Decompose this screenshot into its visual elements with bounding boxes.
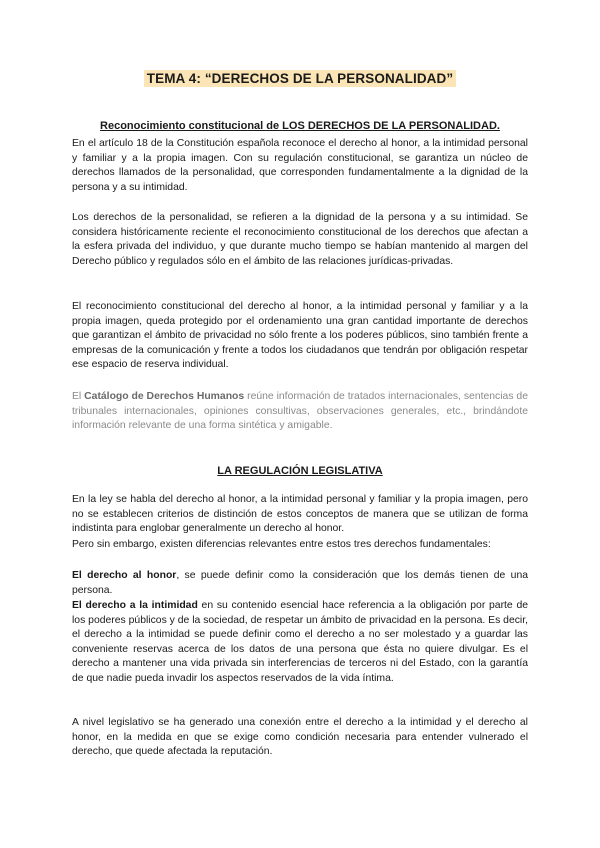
honor-label: El derecho al honor <box>72 570 177 581</box>
paragraph-honor <box>72 569 528 598</box>
paragraph-1: En el artículo 18 de la Constitución española reconoce el derecho al honor, a la intimidad personal y familiar y a la propia imagen. Con su regulación constitucional, se garantiza un núcleo de derechos llamados de la personalidad, que corresponden fundamentalmente a la dignidad de la persona y a su intimidad. <box>72 138 528 193</box>
title-wrap <box>0 70 600 88</box>
honor-text: , se puede definir como la consideración que los demás tienen de una persona. <box>72 570 528 596</box>
section-subtitle <box>0 120 600 132</box>
paragraph-2: Los derechos de la personalidad, se refieren a la dignidad de la persona y a su intimidad. Se considera históricamente reciente el reconocimiento constitucional de los derechos que afectan a la esfera privada del individuo, y que durante mucho tiempo se habían mantenido al margen del Derecho público y regulados sólo en el ámbito de las relaciones jurídicas-privadas. <box>72 212 528 267</box>
intimidad-label: El derecho a la intimidad <box>72 600 198 611</box>
page-title: TEMA 4: “DERECHOS DE LA PERSONALIDAD” <box>144 70 456 87</box>
paragraph-final: A nivel legislativo se ha generado una conexión entre el derecho a la intimidad y el derecho al honor, en la medida en que se exige como condición necesaria para entender vulnerado el derecho, que quede afectada la reputación. <box>72 717 528 758</box>
subtitle-prefix: Reconocimiento constitucional de <box>100 120 283 132</box>
subtitle-emphasis: LOS DERECHOS DE LA PERSONALIDAD. <box>282 120 500 132</box>
paragraph-3: El reconocimiento constitucional del derecho al honor, a la intimidad personal y familiar y a la propia imagen, queda protegido por el ordenamiento una gran cantidad importante de derechos que garantizan el ámbito de privacidad no sólo frente a los poderes públicos, sino también frente a empresas de la comunicación y frente a todos los ciudadanos que tendrán por obligación respetar ese espacio de reserva individual. <box>72 301 528 371</box>
promo-rest: reúne información de tratados internacionales, sentencias de tribunales internacionales, opiniones consultivas, observaciones generales, etc., brindándote información relevante de una forma sintética y amigable. <box>72 391 528 432</box>
paragraph-regulacion-1b: Pero sin embargo, existen diferencias relevantes entre estos tres derechos fundamentales: <box>72 539 491 550</box>
section-title-regulacion: LA REGULACIÓN LEGISLATIVA <box>217 465 383 477</box>
paragraph-intimidad <box>72 599 528 687</box>
promo-paragraph <box>72 390 528 434</box>
paragraph-regulacion-1: En la ley se habla del derecho al honor, a la intimidad personal y familiar y la propia imagen, pero no se establecen criterios de distinción de estos conceptos de manera que se utilizan de forma indistinta para englobar generalmente un derecho al honor. <box>72 494 528 535</box>
promo-prefix: El <box>72 391 85 402</box>
intimidad-text: en su contenido esencial hace referencia a la obligación por parte de los poderes públicos y de la sociedad, de respetar un ámbito de privacidad en la persona. Es decir, el derecho a la intimidad se puede definir como el derecho a no ser molestado y a guardar las conveniente reservas acerca de los datos de una persona que ésta no quiere divulgar. Es el derecho a mantener una vida privada sin interferencias de terceros ni del Estado, con la garantía de que nadie pueda invadir los aspectos reservados de la vida íntima. <box>72 600 528 684</box>
catalog-link[interactable]: Catálogo de Derechos Humanos <box>84 391 245 402</box>
